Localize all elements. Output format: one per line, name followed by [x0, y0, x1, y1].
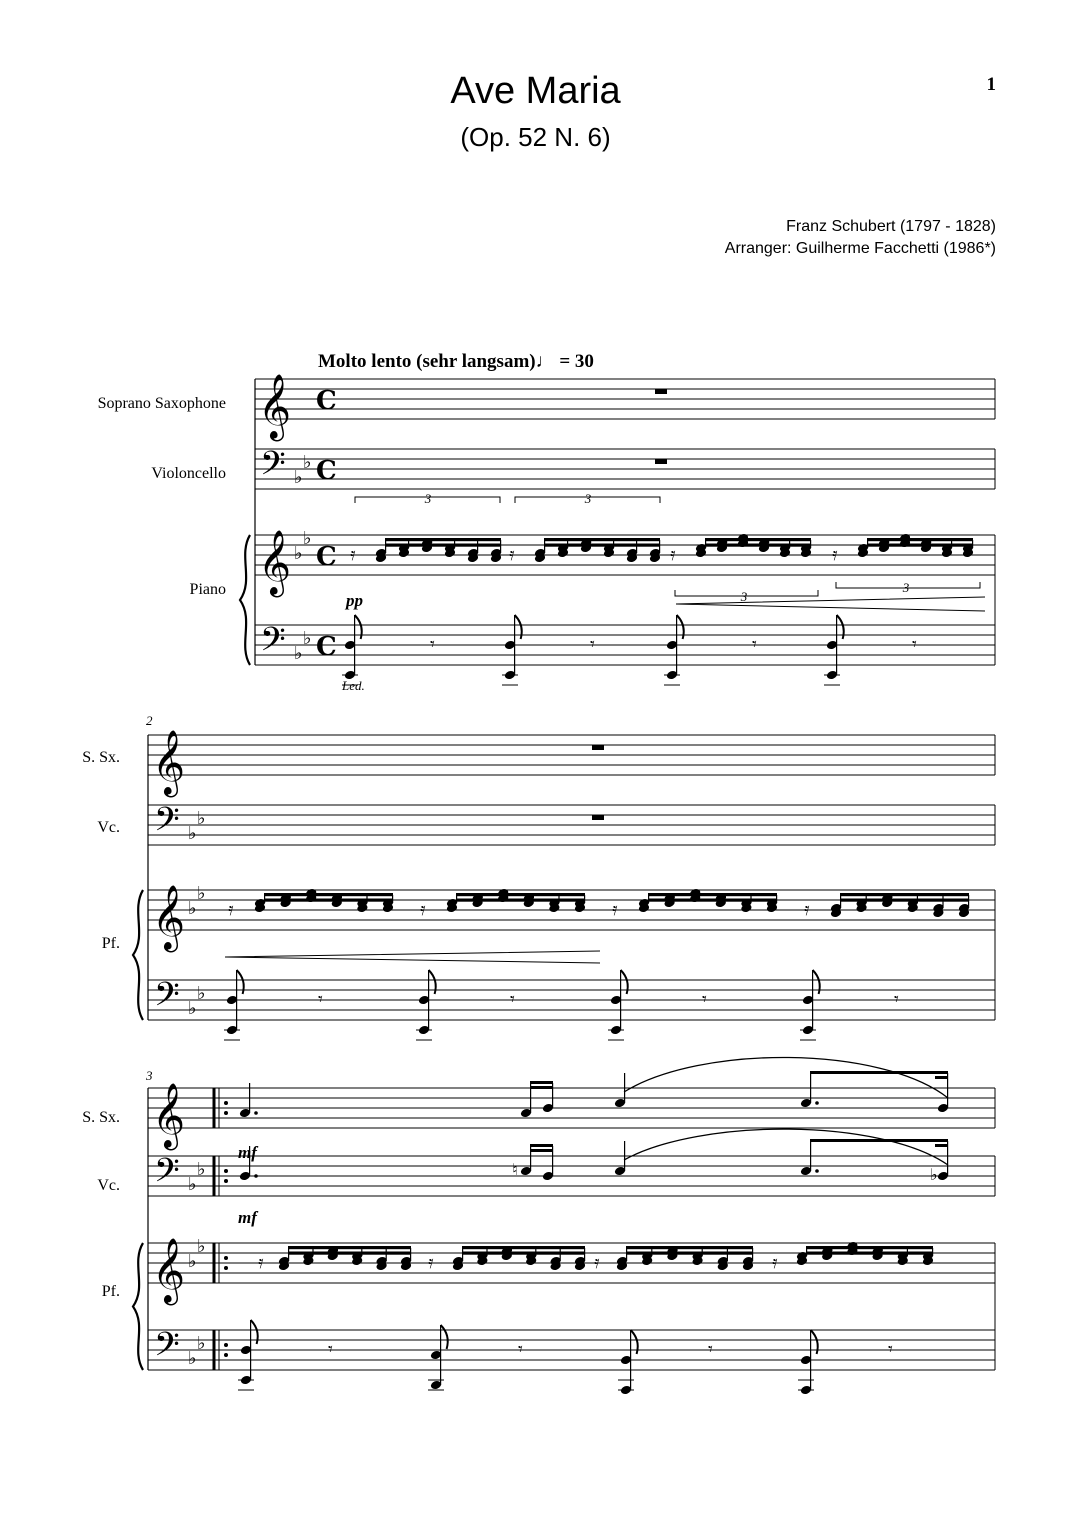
rest-icon: 𝄿 [612, 899, 618, 920]
tempo-value: = 30 [559, 351, 594, 372]
piece-subtitle: (Op. 52 N. 6) [460, 122, 611, 152]
rest-icon: 𝄿 [228, 899, 234, 920]
beam [385, 544, 501, 547]
dynamic-mf-cello: mf [238, 1208, 257, 1227]
beam [810, 1071, 948, 1074]
beam [264, 899, 393, 902]
tuplet-number: 3 [424, 491, 432, 506]
instrument-label-short-piano-3: Pf. [101, 1283, 120, 1300]
rest-icon: 𝄾 [912, 634, 917, 655]
flat-icon: ♭ [294, 543, 303, 564]
dot [815, 1169, 819, 1173]
rest-icon: 𝄾 [318, 989, 323, 1010]
rest-icon: 𝄿 [258, 1252, 264, 1273]
beam [867, 538, 973, 541]
page-number: 1 [986, 74, 996, 95]
bass-clef-icon: 𝄢 [260, 621, 286, 667]
bass-clef-icon: 𝄢 [154, 1326, 180, 1372]
beam [288, 1246, 411, 1249]
beam [806, 1246, 933, 1249]
instrument-label-short-cello: Vc. [97, 819, 120, 836]
brace-icon [133, 890, 143, 1020]
rest-icon: 𝄿 [420, 899, 426, 920]
tuplet-number: 3 [902, 580, 910, 595]
beam [530, 1149, 553, 1152]
dot [254, 1174, 258, 1178]
dynamic-mf-sax: mf [238, 1143, 257, 1162]
beam [462, 1246, 585, 1249]
beam [456, 899, 585, 902]
flat-icon: ♭ [188, 1174, 197, 1195]
flat-icon: ♭ [197, 883, 206, 904]
tempo-text: Molto lento (sehr langsam) [318, 351, 536, 372]
piece-title: Ave Maria [450, 70, 621, 112]
beam [626, 1252, 753, 1255]
bass-clef-icon: 𝄢 [154, 976, 180, 1022]
beam [530, 1144, 553, 1147]
repeat-dot [224, 1256, 228, 1260]
repeat-dot [224, 1169, 228, 1173]
instrument-label-piano: Piano [189, 581, 226, 598]
flat-icon: ♭ [197, 1333, 206, 1354]
repeat-dot [224, 1101, 228, 1105]
flat-icon: ♭ [188, 998, 197, 1019]
flat-icon: ♭ [930, 1165, 938, 1184]
instrument-label-short-cello-3: Vc. [97, 1177, 120, 1194]
rest-icon: 𝄾 [894, 989, 899, 1010]
slur [624, 1057, 948, 1098]
beam [810, 1139, 948, 1142]
common-time-icon: C [316, 386, 337, 416]
treble-clef-icon: 𝄞 [152, 1238, 186, 1303]
flat-icon: ♭ [294, 467, 303, 488]
beam [544, 544, 660, 547]
rest-icon: 𝄿 [804, 899, 810, 920]
flat-icon: ♭ [197, 1159, 206, 1180]
common-time-icon: C [316, 542, 337, 572]
beam [648, 893, 777, 896]
flat-icon: ♭ [294, 643, 303, 664]
natural-icon: ♮ [512, 1160, 518, 1179]
treble-clef-icon: 𝄞 [152, 885, 186, 950]
dot [815, 1101, 819, 1105]
whole-rest-icon [655, 459, 667, 464]
flat-icon: ♭ [303, 528, 312, 549]
beam [705, 544, 811, 547]
bass-clef-icon: 𝄢 [154, 801, 180, 847]
beam [264, 893, 393, 896]
beam [462, 1252, 585, 1255]
beam [626, 1246, 753, 1249]
pedal-marking: Led. [342, 678, 365, 693]
beam [840, 899, 969, 902]
instrument-label-soprano-saxophone: Soprano Saxophone [97, 395, 226, 412]
flat-icon: ♭ [303, 452, 312, 473]
rest-icon: 𝄾 [328, 1339, 333, 1360]
quarter-note-icon: ♩ [535, 351, 555, 372]
beam [935, 1076, 948, 1079]
treble-clef-icon: 𝄞 [258, 530, 292, 595]
common-time-icon: C [316, 456, 337, 486]
rest-icon: 𝄿 [428, 1252, 434, 1273]
flat-icon: ♭ [188, 1348, 197, 1369]
brace-icon [240, 535, 250, 665]
whole-rest-icon [592, 745, 604, 750]
repeat-dot [224, 1179, 228, 1183]
beam [456, 893, 585, 896]
flat-icon: ♭ [188, 1251, 197, 1272]
brace-icon [133, 1243, 143, 1370]
dot [254, 1111, 258, 1115]
beam [530, 1081, 553, 1084]
repeat-dot [224, 1343, 228, 1347]
rest-icon: 𝄾 [702, 989, 707, 1010]
rest-icon: 𝄾 [510, 989, 515, 1010]
instrument-label-short-sax-3: S. Sx. [82, 1109, 120, 1126]
treble-clef-icon: 𝄞 [152, 730, 186, 795]
flat-icon: ♭ [197, 1236, 206, 1257]
rest-icon: 𝄿 [832, 544, 838, 565]
whole-rest-icon [592, 815, 604, 820]
beam [385, 538, 501, 541]
repeat-dot [224, 1266, 228, 1270]
composer-credit: Franz Schubert (1797 - 1828) [786, 218, 996, 235]
rest-icon: 𝄿 [594, 1252, 600, 1273]
rest-icon: 𝄾 [752, 634, 757, 655]
treble-clef-icon: 𝄞 [152, 1083, 186, 1148]
flat-icon: ♭ [197, 983, 206, 1004]
decrescendo-hairpin [225, 951, 600, 963]
note-flag [441, 1325, 448, 1349]
instrument-label-short-sax: S. Sx. [82, 749, 120, 766]
arranger-credit: Arranger: Guilherme Facchetti (1986*) [724, 240, 996, 257]
repeat-dot [224, 1111, 228, 1115]
tuplet-number: 3 [584, 491, 592, 506]
rest-icon: 𝄿 [350, 544, 356, 565]
whole-rest-icon [655, 389, 667, 394]
beam [840, 893, 969, 896]
flat-icon: ♭ [188, 823, 197, 844]
slur [624, 1129, 948, 1165]
beam [288, 1252, 411, 1255]
treble-clef-icon: 𝄞 [258, 374, 292, 439]
bass-clef-icon: 𝄢 [260, 445, 286, 491]
rest-icon: 𝄿 [509, 544, 515, 565]
flat-icon: ♭ [303, 628, 312, 649]
measure-number-3: 3 [146, 1068, 153, 1083]
crescendo-hairpin [676, 597, 985, 611]
rest-icon: 𝄿 [772, 1252, 778, 1273]
dynamic-pp: pp [346, 591, 363, 610]
rest-icon: 𝄿 [670, 544, 676, 565]
rest-icon: 𝄾 [590, 634, 595, 655]
rest-icon: 𝄾 [708, 1339, 713, 1360]
beam [648, 899, 777, 902]
measure-number-2: 2 [146, 713, 153, 728]
beam [544, 538, 660, 541]
beam [530, 1086, 553, 1089]
rest-icon: 𝄾 [888, 1339, 893, 1360]
repeat-dot [224, 1353, 228, 1357]
flat-icon: ♭ [188, 898, 197, 919]
rest-icon: 𝄾 [430, 634, 435, 655]
common-time-icon: C [316, 632, 337, 662]
tuplet-number: 3 [740, 589, 748, 604]
beam [935, 1144, 948, 1147]
rest-icon: 𝄾 [518, 1339, 523, 1360]
beam [705, 538, 811, 541]
beam [806, 1252, 933, 1255]
instrument-label-violoncello: Violoncello [151, 465, 226, 482]
bass-clef-icon: 𝄢 [154, 1152, 180, 1198]
instrument-label-short-piano: Pf. [101, 935, 120, 952]
beam [867, 544, 973, 547]
flat-icon: ♭ [197, 808, 206, 829]
